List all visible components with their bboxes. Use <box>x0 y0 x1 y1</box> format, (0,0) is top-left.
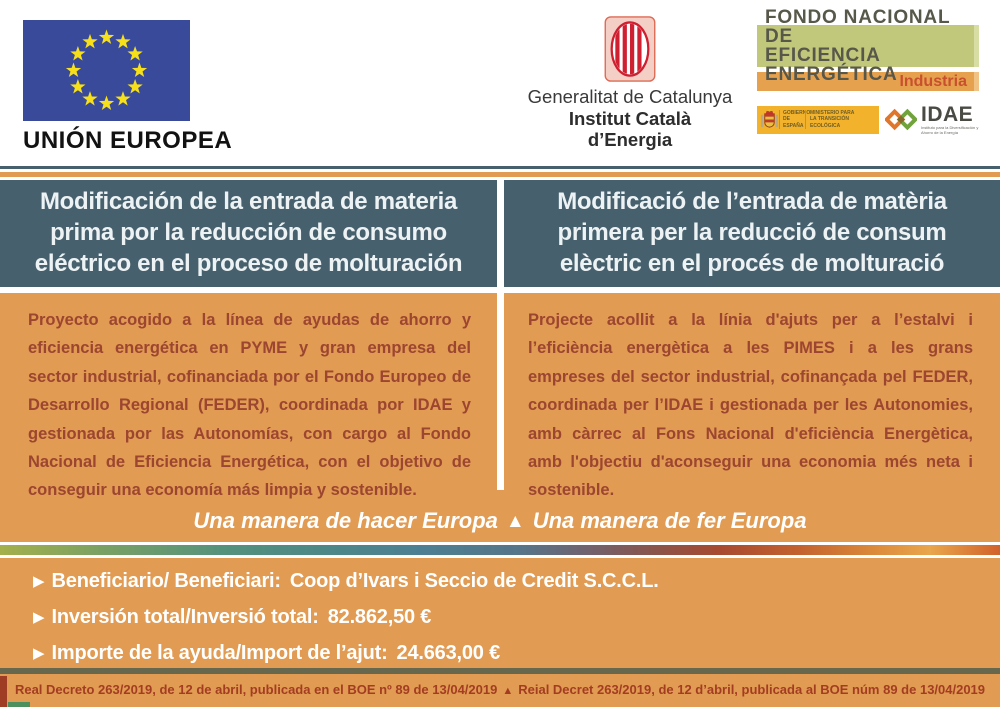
investment-label: Inversión total/Inversió total: <box>51 606 319 628</box>
institut-name-line2: d’Energia <box>587 129 673 151</box>
decree-reference <box>0 682 1000 697</box>
triangle-bullet-icon: ▶ <box>33 609 45 626</box>
eu-label: UNIÓN EUROPEA <box>23 127 233 154</box>
eu-flag-icon <box>23 20 190 121</box>
orange-separator-line <box>0 172 1000 177</box>
fondo-title-line2: EFICIENCIA ENERGÉTICA <box>765 44 898 85</box>
gradient-stripe <box>0 542 1000 558</box>
idae-name: IDAE <box>921 102 974 126</box>
generalitat-shield-icon <box>604 16 656 82</box>
ministerio-label: MINISTERIO PARA LA TRANSICIÓN ECOLÓGICA <box>805 110 859 130</box>
project-description-spanish: Proyecto acogido a la línea de ayudas de ahorro y eficiencia energética en PYME y gran empresa del sector industrial, cofinanciada por el Fondo Europeo de Desarrollo Regional (FEDER), coordinada por IDAE y gestionada por las Autonomías, con cargo al Fondo Nacional de Eficiencia Energética, con el objetivo de conseguir una economía más limpia y sostenible. <box>28 311 471 500</box>
teal-separator-line <box>0 166 1000 169</box>
project-description-catalan: Projecte acollit a la línia d'ajuts per a l’estalvi i l’eficiència energètica a les PIMES i a les grans empreses del sector industrial, cofinançada pel FEDER, coordinada per l’IDAE i gestionada per les Autonomies, amb càrrec al Fons Nacional d'eficiència Energètica, amb l'objectiu d'aconseguir una economia més neta i sostenible. <box>528 311 973 500</box>
footer-green-mark <box>8 702 30 707</box>
triangle-separator-icon: ▲ <box>505 511 525 532</box>
industria-label: Industria <box>899 73 967 90</box>
generalitat-name: Generalitat de Catalunya <box>527 86 733 107</box>
project-title-catalan: Modificació de l’entrada de matèria primera per la reducció de consum elèctric en el procés de molturació <box>504 180 1000 287</box>
grant-amount-value: 24.663,00 € <box>396 642 501 664</box>
beneficiary-value: Coop d’Ivars i Seccio de Credit S.C.C.L. <box>289 570 659 592</box>
institut-name-line1: Institut Català <box>568 108 692 129</box>
decree-catalan: Reial Decret 263/2019, de 12 d’abril, publicada al BOE núm 89 de 13/04/2019 <box>518 682 986 697</box>
idae-emblem-icon <box>885 104 917 135</box>
eu-logo-block <box>23 20 263 155</box>
decree-spanish: Real Decreto 263/2019, de 12 de abril, publicada en el BOE nº 89 de 13/04/2019 <box>14 682 498 697</box>
grant-amount-row <box>33 642 659 665</box>
fondo-nacional-block <box>757 6 979 136</box>
idae-logo <box>885 103 979 136</box>
fondo-title-line1: FONDO NACIONAL DE <box>765 6 951 47</box>
gobierno-espana-logo <box>757 106 879 134</box>
footer-band <box>0 674 1000 707</box>
motto-spanish: Una manera de hacer Europa <box>193 508 498 533</box>
project-details <box>33 570 659 678</box>
triangle-bullet-icon: ▶ <box>33 573 45 590</box>
investment-value: 82.862,50 € <box>327 606 432 628</box>
idae-tagline: Instituto para la Diversificación y Ahorro de la Energía <box>921 124 979 135</box>
generalitat-logo-block <box>505 16 755 151</box>
beneficiary-row <box>33 570 659 593</box>
grant-amount-label: Importe de la ayuda/Import de l’ajut: <box>51 642 388 664</box>
investment-row <box>33 606 659 629</box>
project-title-spanish: Modificación de la entrada de materia prima por la reducción de consumo eléctrico en el proceso de molturación <box>0 180 497 287</box>
motto-catalan: Una manera de fer Europa <box>532 508 807 533</box>
spain-coat-of-arms-icon <box>760 108 779 131</box>
beneficiary-label: Beneficiario/ Beneficiari: <box>51 570 281 592</box>
triangle-separator-icon: ▲ <box>502 685 514 697</box>
gobierno-label: GOBIERNO DE ESPAÑA <box>779 110 805 130</box>
column-divider <box>497 293 504 490</box>
europe-motto <box>0 508 1000 534</box>
triangle-bullet-icon: ▶ <box>33 645 45 662</box>
